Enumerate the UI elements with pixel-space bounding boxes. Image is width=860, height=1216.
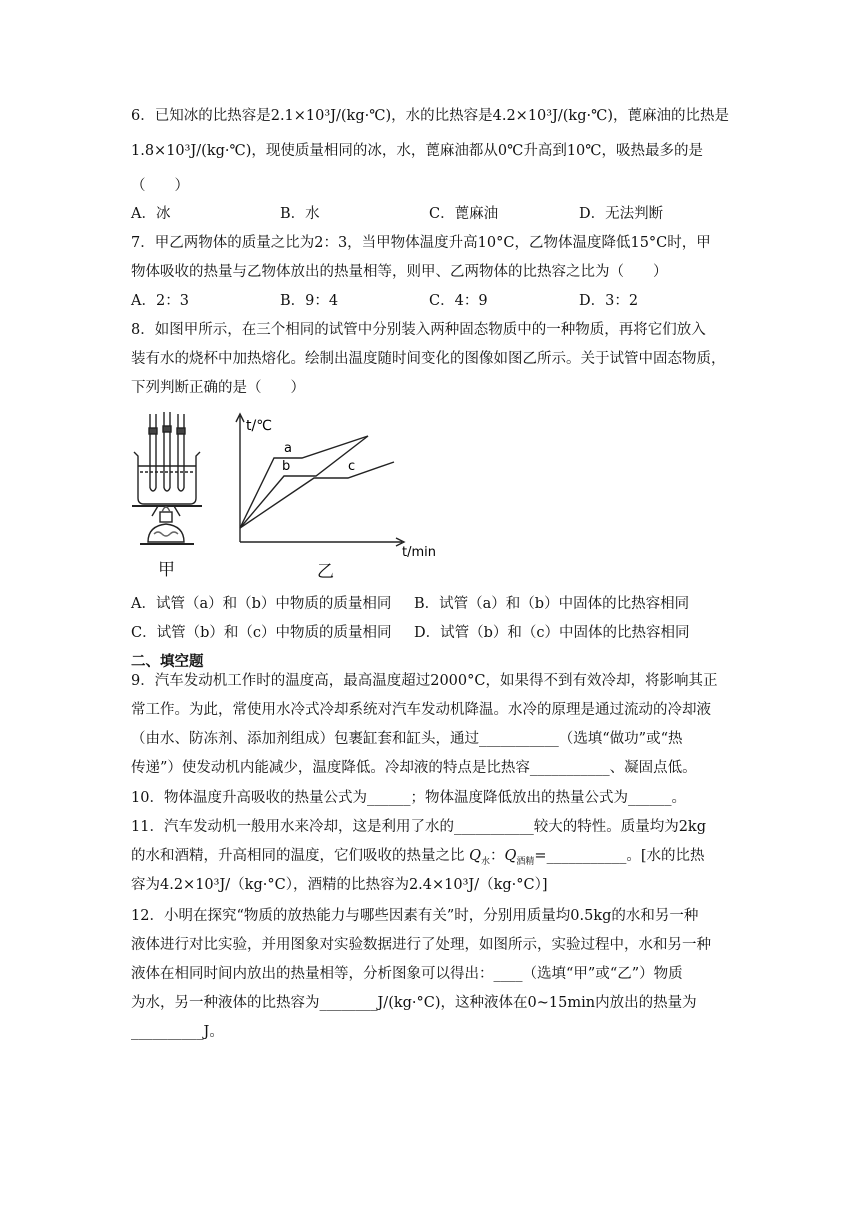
q6-option-c: C．蓖麻油 (429, 206, 499, 222)
curve-a-label: a (284, 441, 292, 456)
figure-left-label: 甲 (158, 560, 175, 580)
q7-option-b: B．9：4 (280, 293, 339, 309)
q6-option-b: B．水 (280, 206, 320, 222)
q8-option-b: B．试管（a）和（b）中固体的比热容相同 (414, 596, 690, 612)
q11-line1: 11．汽车发动机一般用水来冷却，这是利用了水的___________较大的特性。质量均为2kg (131, 819, 706, 835)
q6-line2: 1.8×10³J/(kg·℃)，现使质量相同的冰，水，蓖麻油都从0℃升高到10℃，吸热最多的是 (131, 143, 703, 159)
figure-right-label: 乙 (317, 562, 334, 582)
q10-line1: 10．物体温度升高吸收的热量公式为______；物体温度降低放出的热量公式为______。 (131, 790, 686, 806)
q6-option-d: D．无法判断 (579, 206, 664, 222)
q9-line3: （由水、防冻剂、添加剂组成）包裹缸套和缸头，通过___________（选填“做功”或“热 (131, 731, 683, 747)
q6-line3: （ ） (131, 178, 189, 194)
q8-line1: 8．如图甲所示，在三个相同的试管中分别装入两种固态物质中的一种物质，再将它们放入 (131, 322, 706, 338)
subscript-water: 水 (481, 856, 491, 867)
q12-line5: __________J。 (131, 1024, 224, 1040)
beaker-apparatus-figure (128, 408, 204, 558)
q8-option-d: D．试管（b）和（c）中固体的比热容相同 (414, 625, 690, 641)
q7-option-c: C．4：9 (429, 293, 488, 309)
curve-b-label: b (282, 459, 291, 474)
q11-line2-end: =___________。[水的比热 (534, 848, 705, 864)
q12-line3: 液体在相同时间内放出的热量相等，分析图象可以得出：____（选填“甲”或“乙”）物质 (131, 966, 683, 982)
graph-y-axis-label: t/℃ (246, 418, 272, 434)
q9-line2: 常工作。为此，常使用水冷式冷却系统对汽车发动机降温。水冷的原理是通过流动的冷却液 (131, 702, 711, 718)
q6-option-a: A．冰 (131, 206, 171, 222)
subscript-alcohol: 酒精 (516, 856, 535, 867)
graph-x-axis-label: t/min (402, 545, 436, 560)
q12-line2: 液体进行对比实验，并用图象对实验数据进行了处理，如图所示，实验过程中，水和另一种 (131, 937, 711, 953)
q9-line4: 传递”）使发动机内能减少，温度降低。冷却液的特点是比热容___________、凝固点低。 (131, 760, 697, 776)
q8-option-c: C．试管（b）和（c）中物质的质量相同 (131, 625, 392, 641)
q11-line3: 容为4.2×10³J/（kg·°C），酒精的比热容为2.4×10³J/（kg·°C）] (131, 877, 548, 893)
q7-option-a: A．2：3 (131, 293, 189, 309)
q12-line1: 12．小明在探究“物质的放热能力与哪些因素有关”时，分别用质量均0.5kg的水和另一种 (131, 908, 699, 924)
q-symbol-alcohol: Q (504, 848, 517, 864)
q6-line1: 6．已知冰的比热容是2.1×10³J/(kg·℃)，水的比热容是4.2×10³J/(kg·℃)，蓖麻油的比热是 (131, 108, 729, 124)
curve-c-label: c (348, 459, 356, 474)
q8-option-a: A．试管（a）和（b）中物质的质量相同 (131, 596, 392, 612)
section-title: 二、填空题 (131, 654, 204, 670)
ratio-separator: ： (490, 848, 505, 864)
temperature-time-graph (232, 410, 442, 560)
q7-option-d: D．3：2 (579, 293, 639, 309)
q8-line3: 下列判断正确的是（ ） (131, 380, 305, 396)
q7-line1: 7．甲乙两物体的质量之比为2：3，当甲物体温度升高10°C，乙物体温度降低15°C时，甲 (131, 235, 711, 251)
q8-line2: 装有水的烧杯中加热熔化。绘制出温度随时间变化的图像如图乙所示。关于试管中固态物质， (131, 351, 726, 367)
curve-c (240, 462, 394, 528)
q9-line1: 9．汽车发动机工作时的温度高，最高温度超过2000°C，如果得不到有效冷却，将影响其正 (131, 673, 718, 689)
q11-line2 (131, 846, 731, 872)
q7-line2: 物体吸收的热量与乙物体放出的热量相等，则甲、乙两物体的比热容之比为（ ） (131, 264, 668, 280)
q-symbol-water: Q (469, 848, 481, 864)
q12-line4: 为水，另一种液体的比热容为________J/(kg·°C)，这种液体在0~15min内放出的热量为 (131, 995, 697, 1011)
q11-line2-start: 的水和酒精，升高相同的温度，它们吸收的热量之比 (131, 848, 470, 864)
